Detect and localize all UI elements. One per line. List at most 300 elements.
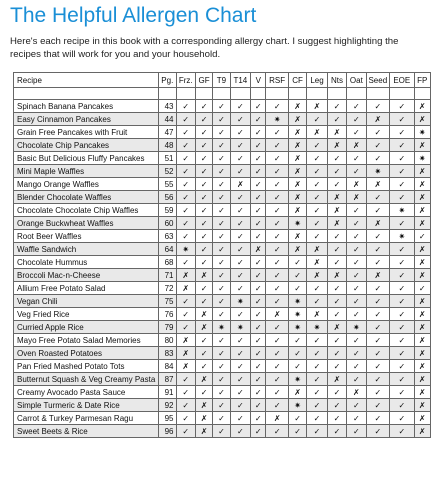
- check-mark-icon: ✓: [390, 321, 415, 334]
- recipe-name: Simple Turmeric & Date Rice: [14, 399, 159, 412]
- check-mark-icon: ✓: [327, 308, 346, 321]
- check-mark-icon: ✓: [213, 334, 230, 347]
- check-mark-icon: ✓: [366, 282, 390, 295]
- check-mark-icon: ✓: [266, 321, 288, 334]
- check-mark-icon: ✓: [195, 386, 212, 399]
- check-mark-icon: ✓: [366, 295, 390, 308]
- check-mark-icon: ✓: [327, 399, 346, 412]
- intro-text: Here's each recipe in this book with a corresponding allergy chart. I suggest highlighting the recipes that will work for you and your household.: [10, 36, 399, 60]
- check-mark-icon: ✓: [251, 386, 266, 399]
- check-mark-icon: ✓: [230, 191, 250, 204]
- check-mark-icon: ✓: [266, 347, 288, 360]
- cross-mark-icon: ✗: [347, 191, 366, 204]
- cross-mark-icon: ✗: [414, 269, 430, 282]
- check-mark-icon: ✓: [266, 360, 288, 373]
- check-mark-icon: ✓: [213, 373, 230, 386]
- check-mark-icon: ✓: [390, 360, 415, 373]
- check-mark-icon: ✓: [195, 165, 212, 178]
- check-mark-icon: ✓: [213, 204, 230, 217]
- asterisk-mark-icon: ✷: [390, 204, 415, 217]
- page-number: 68: [159, 256, 176, 269]
- check-mark-icon: ✓: [266, 230, 288, 243]
- check-mark-icon: ✓: [307, 399, 327, 412]
- check-mark-icon: ✓: [213, 100, 230, 113]
- asterisk-mark-icon: ✷: [288, 399, 306, 412]
- check-mark-icon: ✓: [195, 347, 212, 360]
- check-mark-icon: ✓: [390, 100, 415, 113]
- check-mark-icon: ✓: [213, 256, 230, 269]
- check-mark-icon: ✓: [251, 321, 266, 334]
- check-mark-icon: ✓: [195, 152, 212, 165]
- check-mark-icon: ✓: [390, 282, 415, 295]
- check-mark-icon: ✓: [251, 165, 266, 178]
- check-mark-icon: ✓: [251, 113, 266, 126]
- check-mark-icon: ✓: [347, 269, 366, 282]
- check-mark-icon: ✓: [230, 373, 250, 386]
- check-mark-icon: ✓: [414, 230, 430, 243]
- cross-mark-icon: ✗: [414, 321, 430, 334]
- cross-mark-icon: ✗: [414, 386, 430, 399]
- check-mark-icon: ✓: [213, 139, 230, 152]
- cross-mark-icon: ✗: [414, 204, 430, 217]
- page-number: 79: [159, 321, 176, 334]
- table-row: [14, 425, 431, 438]
- check-mark-icon: ✓: [327, 243, 346, 256]
- check-mark-icon: ✓: [414, 282, 430, 295]
- check-mark-icon: ✓: [251, 399, 266, 412]
- check-mark-icon: ✓: [213, 360, 230, 373]
- page-number: 64: [159, 243, 176, 256]
- recipe-name: Curried Apple Rice: [14, 321, 159, 334]
- check-mark-icon: ✓: [327, 347, 346, 360]
- check-mark-icon: ✓: [266, 386, 288, 399]
- check-mark-icon: ✓: [266, 282, 288, 295]
- check-mark-icon: ✓: [213, 243, 230, 256]
- check-mark-icon: ✓: [251, 425, 266, 438]
- check-mark-icon: ✓: [390, 412, 415, 425]
- check-mark-icon: ✓: [251, 139, 266, 152]
- cross-mark-icon: ✗: [307, 308, 327, 321]
- check-mark-icon: ✓: [213, 386, 230, 399]
- asterisk-mark-icon: ✷: [414, 126, 430, 139]
- check-mark-icon: ✓: [366, 373, 390, 386]
- check-mark-icon: ✓: [366, 152, 390, 165]
- page-number: 75: [159, 295, 176, 308]
- header-spacer-row: [14, 88, 431, 100]
- check-mark-icon: ✓: [213, 230, 230, 243]
- table-row: [14, 165, 431, 178]
- check-mark-icon: ✓: [251, 282, 266, 295]
- cross-mark-icon: ✗: [414, 295, 430, 308]
- check-mark-icon: ✓: [195, 126, 212, 139]
- check-mark-icon: ✓: [195, 204, 212, 217]
- check-mark-icon: ✓: [195, 282, 212, 295]
- check-mark-icon: ✓: [230, 269, 250, 282]
- check-mark-icon: ✓: [195, 360, 212, 373]
- recipe-name: Chocolate Chip Pancakes: [14, 139, 159, 152]
- check-mark-icon: ✓: [347, 230, 366, 243]
- check-mark-icon: ✓: [390, 308, 415, 321]
- asterisk-mark-icon: ✷: [288, 308, 306, 321]
- table-row: [14, 360, 431, 373]
- check-mark-icon: ✓: [266, 152, 288, 165]
- check-mark-icon: ✓: [366, 334, 390, 347]
- page-number: 63: [159, 230, 176, 243]
- check-mark-icon: ✓: [213, 126, 230, 139]
- cross-mark-icon: ✗: [307, 269, 327, 282]
- check-mark-icon: ✓: [176, 399, 195, 412]
- recipe-name: Mayo Free Potato Salad Memories: [14, 334, 159, 347]
- check-mark-icon: ✓: [230, 165, 250, 178]
- check-mark-icon: ✓: [176, 373, 195, 386]
- check-mark-icon: ✓: [390, 139, 415, 152]
- recipe-name: Mango Orange Waffles: [14, 178, 159, 191]
- recipe-name: Pan Fried Mashed Potato Tots: [14, 360, 159, 373]
- check-mark-icon: ✓: [327, 230, 346, 243]
- check-mark-icon: ✓: [230, 412, 250, 425]
- cross-mark-icon: ✗: [414, 139, 430, 152]
- check-mark-icon: ✓: [347, 334, 366, 347]
- check-mark-icon: ✓: [176, 295, 195, 308]
- check-mark-icon: ✓: [390, 191, 415, 204]
- cross-mark-icon: ✗: [327, 269, 346, 282]
- table-row: [14, 295, 431, 308]
- check-mark-icon: ✓: [307, 412, 327, 425]
- page-number: 95: [159, 412, 176, 425]
- page-number: 47: [159, 126, 176, 139]
- check-mark-icon: ✓: [307, 178, 327, 191]
- check-mark-icon: ✓: [307, 191, 327, 204]
- check-mark-icon: ✓: [307, 139, 327, 152]
- check-mark-icon: ✓: [230, 139, 250, 152]
- table-row: [14, 399, 431, 412]
- cross-mark-icon: ✗: [327, 373, 346, 386]
- table-row: [14, 230, 431, 243]
- table-row: [14, 139, 431, 152]
- check-mark-icon: ✓: [390, 126, 415, 139]
- check-mark-icon: ✓: [266, 295, 288, 308]
- check-mark-icon: ✓: [327, 113, 346, 126]
- check-mark-icon: ✓: [230, 282, 250, 295]
- check-mark-icon: ✓: [347, 347, 366, 360]
- cross-mark-icon: ✗: [414, 347, 430, 360]
- cross-mark-icon: ✗: [288, 126, 306, 139]
- column-header-oat: Oat: [347, 73, 366, 88]
- check-mark-icon: ✓: [288, 360, 306, 373]
- check-mark-icon: ✓: [347, 425, 366, 438]
- check-mark-icon: ✓: [288, 412, 306, 425]
- cross-mark-icon: ✗: [414, 373, 430, 386]
- page-number: 83: [159, 347, 176, 360]
- check-mark-icon: ✓: [251, 178, 266, 191]
- page-number: 87: [159, 373, 176, 386]
- column-header-fp: FP: [414, 73, 430, 88]
- check-mark-icon: ✓: [176, 425, 195, 438]
- column-header-gf: GF: [195, 73, 212, 88]
- table-row: [14, 412, 431, 425]
- asterisk-mark-icon: ✷: [307, 321, 327, 334]
- check-mark-icon: ✓: [251, 230, 266, 243]
- recipe-name: Allium Free Potato Salad: [14, 282, 159, 295]
- cross-mark-icon: ✗: [347, 178, 366, 191]
- check-mark-icon: ✓: [266, 100, 288, 113]
- cross-mark-icon: ✗: [414, 256, 430, 269]
- cross-mark-icon: ✗: [347, 386, 366, 399]
- check-mark-icon: ✓: [230, 334, 250, 347]
- recipe-name: Sweet Beets & Rice: [14, 425, 159, 438]
- table-row: [14, 191, 431, 204]
- asterisk-mark-icon: ✷: [230, 295, 250, 308]
- check-mark-icon: ✓: [288, 269, 306, 282]
- asterisk-mark-icon: ✷: [266, 113, 288, 126]
- check-mark-icon: ✓: [251, 269, 266, 282]
- column-header-freezer: Frz.: [176, 73, 195, 88]
- cross-mark-icon: ✗: [327, 191, 346, 204]
- cross-mark-icon: ✗: [195, 321, 212, 334]
- check-mark-icon: ✓: [195, 295, 212, 308]
- column-header-cf: CF: [288, 73, 306, 88]
- recipe-name: Grain Free Pancakes with Fruit: [14, 126, 159, 139]
- page-number: 56: [159, 191, 176, 204]
- check-mark-icon: ✓: [307, 373, 327, 386]
- check-mark-icon: ✓: [251, 217, 266, 230]
- check-mark-icon: ✓: [195, 100, 212, 113]
- check-mark-icon: ✓: [251, 347, 266, 360]
- cross-mark-icon: ✗: [230, 178, 250, 191]
- check-mark-icon: ✓: [366, 204, 390, 217]
- asterisk-mark-icon: ✷: [288, 373, 306, 386]
- check-mark-icon: ✓: [251, 295, 266, 308]
- check-mark-icon: ✓: [366, 100, 390, 113]
- recipe-name: Waffle Sandwich: [14, 243, 159, 256]
- column-header-page: Pg.: [159, 73, 176, 88]
- check-mark-icon: ✓: [251, 100, 266, 113]
- table-row: [14, 113, 431, 126]
- check-mark-icon: ✓: [266, 178, 288, 191]
- recipe-name: Chocolate Chocolate Chip Waffles: [14, 204, 159, 217]
- allergen-table: [13, 72, 431, 438]
- check-mark-icon: ✓: [288, 425, 306, 438]
- check-mark-icon: ✓: [307, 204, 327, 217]
- check-mark-icon: ✓: [327, 256, 346, 269]
- asterisk-mark-icon: ✷: [390, 230, 415, 243]
- check-mark-icon: ✓: [366, 347, 390, 360]
- recipe-name: Carrot & Turkey Parmesan Ragu: [14, 412, 159, 425]
- cross-mark-icon: ✗: [366, 113, 390, 126]
- check-mark-icon: ✓: [390, 347, 415, 360]
- check-mark-icon: ✓: [307, 165, 327, 178]
- check-mark-icon: ✓: [230, 399, 250, 412]
- cross-mark-icon: ✗: [414, 360, 430, 373]
- check-mark-icon: ✓: [213, 425, 230, 438]
- check-mark-icon: ✓: [266, 126, 288, 139]
- recipe-name: Basic But Delicious Fluffy Pancakes: [14, 152, 159, 165]
- recipe-name: Vegan Chili: [14, 295, 159, 308]
- check-mark-icon: ✓: [307, 152, 327, 165]
- check-mark-icon: ✓: [230, 126, 250, 139]
- cross-mark-icon: ✗: [195, 425, 212, 438]
- check-mark-icon: ✓: [213, 152, 230, 165]
- check-mark-icon: ✓: [327, 412, 346, 425]
- check-mark-icon: ✓: [195, 191, 212, 204]
- recipe-name: Veg Fried Rice: [14, 308, 159, 321]
- check-mark-icon: ✓: [266, 373, 288, 386]
- check-mark-icon: ✓: [230, 113, 250, 126]
- check-mark-icon: ✓: [347, 308, 366, 321]
- cross-mark-icon: ✗: [327, 139, 346, 152]
- check-mark-icon: ✓: [366, 360, 390, 373]
- page-number: 96: [159, 425, 176, 438]
- check-mark-icon: ✓: [176, 230, 195, 243]
- check-mark-icon: ✓: [213, 347, 230, 360]
- table-row: [14, 282, 431, 295]
- check-mark-icon: ✓: [195, 113, 212, 126]
- check-mark-icon: ✓: [390, 295, 415, 308]
- check-mark-icon: ✓: [307, 386, 327, 399]
- check-mark-icon: ✓: [327, 360, 346, 373]
- check-mark-icon: ✓: [366, 243, 390, 256]
- check-mark-icon: ✓: [195, 139, 212, 152]
- cross-mark-icon: ✗: [327, 217, 346, 230]
- check-mark-icon: ✓: [251, 412, 266, 425]
- cross-mark-icon: ✗: [327, 204, 346, 217]
- cross-mark-icon: ✗: [414, 165, 430, 178]
- table-row: [14, 386, 431, 399]
- recipe-name: Broccoli Mac-n-Cheese: [14, 269, 159, 282]
- check-mark-icon: ✓: [176, 321, 195, 334]
- check-mark-icon: ✓: [266, 165, 288, 178]
- cross-mark-icon: ✗: [176, 282, 195, 295]
- cross-mark-icon: ✗: [414, 399, 430, 412]
- check-mark-icon: ✓: [347, 360, 366, 373]
- column-header-leg: Leg: [307, 73, 327, 88]
- check-mark-icon: ✓: [176, 113, 195, 126]
- cross-mark-icon: ✗: [347, 139, 366, 152]
- check-mark-icon: ✓: [230, 100, 250, 113]
- table-row: [14, 126, 431, 139]
- page-number: 55: [159, 178, 176, 191]
- table-row: [14, 217, 431, 230]
- check-mark-icon: ✓: [390, 334, 415, 347]
- check-mark-icon: ✓: [347, 295, 366, 308]
- table-row: [14, 308, 431, 321]
- check-mark-icon: ✓: [251, 152, 266, 165]
- cross-mark-icon: ✗: [307, 256, 327, 269]
- cross-mark-icon: ✗: [307, 126, 327, 139]
- cross-mark-icon: ✗: [414, 334, 430, 347]
- check-mark-icon: ✓: [213, 282, 230, 295]
- check-mark-icon: ✓: [176, 386, 195, 399]
- check-mark-icon: ✓: [230, 152, 250, 165]
- check-mark-icon: ✓: [251, 373, 266, 386]
- check-mark-icon: ✓: [251, 204, 266, 217]
- check-mark-icon: ✓: [327, 152, 346, 165]
- check-mark-icon: ✓: [390, 113, 415, 126]
- asterisk-mark-icon: ✷: [230, 321, 250, 334]
- check-mark-icon: ✓: [390, 425, 415, 438]
- check-mark-icon: ✓: [327, 100, 346, 113]
- check-mark-icon: ✓: [176, 178, 195, 191]
- cross-mark-icon: ✗: [266, 308, 288, 321]
- check-mark-icon: ✓: [176, 412, 195, 425]
- check-mark-icon: ✓: [327, 295, 346, 308]
- cross-mark-icon: ✗: [414, 191, 430, 204]
- cross-mark-icon: ✗: [288, 152, 306, 165]
- check-mark-icon: ✓: [176, 139, 195, 152]
- check-mark-icon: ✓: [288, 256, 306, 269]
- table-row: [14, 100, 431, 113]
- check-mark-icon: ✓: [266, 256, 288, 269]
- check-mark-icon: ✓: [266, 204, 288, 217]
- column-header-seed: Seed: [366, 73, 390, 88]
- cross-mark-icon: ✗: [414, 412, 430, 425]
- check-mark-icon: ✓: [366, 126, 390, 139]
- cross-mark-icon: ✗: [195, 399, 212, 412]
- check-mark-icon: ✓: [366, 139, 390, 152]
- check-mark-icon: ✓: [213, 399, 230, 412]
- page-number: 44: [159, 113, 176, 126]
- recipe-name: Spinach Banana Pancakes: [14, 100, 159, 113]
- check-mark-icon: ✓: [347, 152, 366, 165]
- check-mark-icon: ✓: [266, 139, 288, 152]
- table-header-row: [14, 73, 431, 88]
- cross-mark-icon: ✗: [366, 269, 390, 282]
- page-number: 80: [159, 334, 176, 347]
- cross-mark-icon: ✗: [366, 178, 390, 191]
- column-header-recipe: Recipe: [14, 73, 159, 88]
- column-header-v: V: [251, 73, 266, 88]
- check-mark-icon: ✓: [213, 165, 230, 178]
- column-header-rsf: RSF: [266, 73, 288, 88]
- asterisk-mark-icon: ✷: [288, 295, 306, 308]
- check-mark-icon: ✓: [347, 282, 366, 295]
- check-mark-icon: ✓: [266, 425, 288, 438]
- check-mark-icon: ✓: [390, 399, 415, 412]
- check-mark-icon: ✓: [307, 347, 327, 360]
- check-mark-icon: ✓: [347, 399, 366, 412]
- page-title: The Helpful Allergen Chart: [10, 4, 257, 27]
- check-mark-icon: ✓: [307, 425, 327, 438]
- recipe-name: Butternut Squash & Veg Creamy Pasta: [14, 373, 159, 386]
- check-mark-icon: ✓: [176, 191, 195, 204]
- recipe-name: Chocolate Hummus: [14, 256, 159, 269]
- check-mark-icon: ✓: [327, 425, 346, 438]
- check-mark-icon: ✓: [195, 230, 212, 243]
- recipe-name: Oven Roasted Potatoes: [14, 347, 159, 360]
- check-mark-icon: ✓: [288, 334, 306, 347]
- check-mark-icon: ✓: [390, 269, 415, 282]
- check-mark-icon: ✓: [347, 412, 366, 425]
- cross-mark-icon: ✗: [414, 308, 430, 321]
- table-row: [14, 347, 431, 360]
- check-mark-icon: ✓: [288, 347, 306, 360]
- cross-mark-icon: ✗: [288, 204, 306, 217]
- check-mark-icon: ✓: [307, 230, 327, 243]
- asterisk-mark-icon: ✷: [414, 152, 430, 165]
- check-mark-icon: ✓: [307, 113, 327, 126]
- cross-mark-icon: ✗: [251, 243, 266, 256]
- check-mark-icon: ✓: [347, 204, 366, 217]
- check-mark-icon: ✓: [213, 191, 230, 204]
- check-mark-icon: ✓: [213, 295, 230, 308]
- table-row: [14, 204, 431, 217]
- check-mark-icon: ✓: [251, 334, 266, 347]
- cross-mark-icon: ✗: [195, 373, 212, 386]
- column-header-eoe: EOE: [390, 73, 415, 88]
- check-mark-icon: ✓: [195, 243, 212, 256]
- check-mark-icon: ✓: [347, 217, 366, 230]
- cross-mark-icon: ✗: [176, 334, 195, 347]
